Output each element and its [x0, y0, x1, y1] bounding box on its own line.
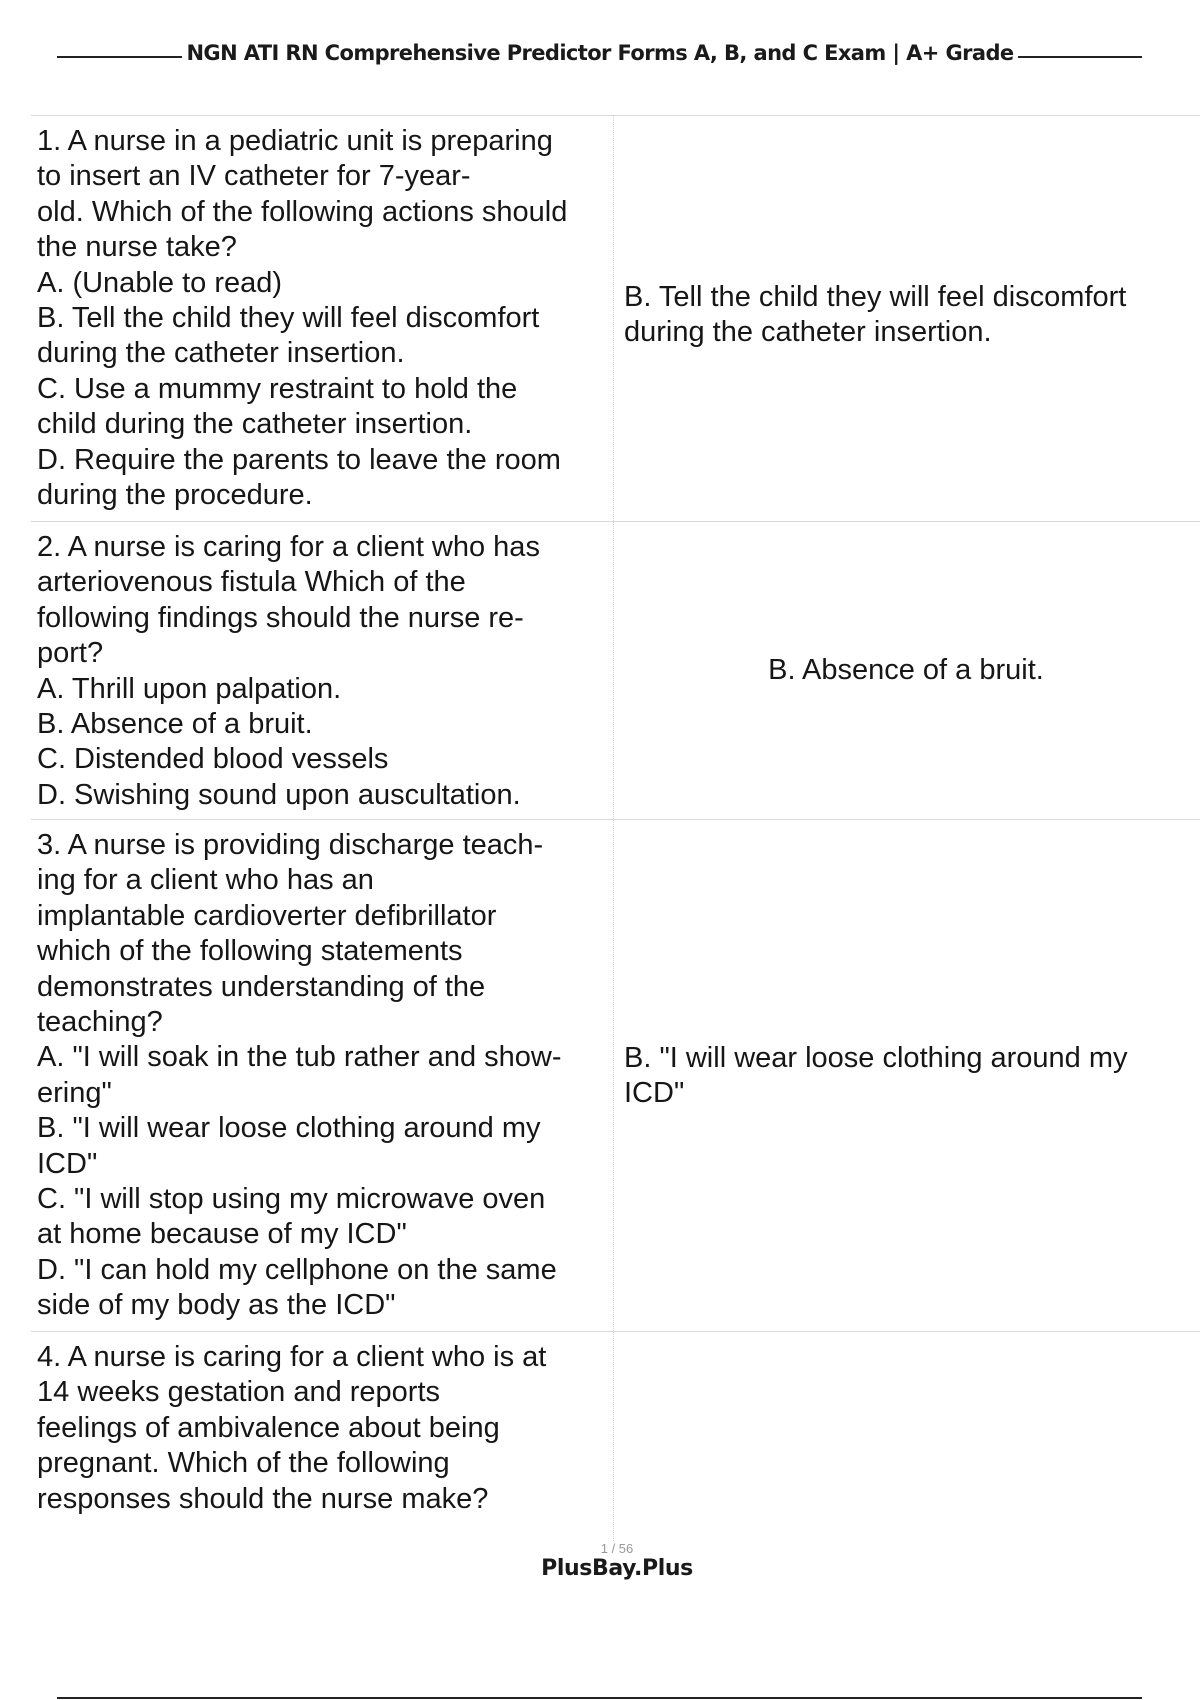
question-line: 3. A nurse is providing discharge teach-	[37, 829, 544, 861]
question-line: 4. A nurse is caring for a client who is at	[37, 1341, 547, 1373]
flashcard-row	[31, 115, 1200, 521]
option-line: D. Swishing sound upon auscultation.	[37, 778, 521, 811]
answer-line: during the catheter insertion.	[624, 316, 992, 349]
answer-line: B. Absence of a bruit.	[768, 653, 1044, 686]
flashcard-table	[31, 115, 1200, 1541]
page-title	[0, 40, 1200, 66]
question-cell	[31, 522, 614, 819]
question-line: the nurse take?	[37, 231, 237, 264]
question-line: 1. A nurse in a pediatric unit is preparing	[37, 125, 553, 157]
option-line: B. "I will wear loose clothing around my	[37, 1112, 541, 1145]
option-line: A. Thrill upon palpation.	[37, 672, 342, 705]
option-line: C. Distended blood vessels	[37, 743, 389, 776]
option-line: D. Require the parents to leave the room	[37, 443, 561, 476]
page-title-text: NGN ATI RN Comprehensive Predictor Forms A, B, and C Exam | A+ Grade	[182, 41, 1017, 65]
question-line: to insert an IV catheter for 7-year-	[37, 160, 471, 193]
question-line: ing for a client who has an	[37, 864, 374, 897]
answer-cell	[614, 116, 1200, 521]
answer-line: ICD"	[624, 1077, 685, 1110]
watermark: PlusBay.Plus	[541, 1556, 693, 1581]
footer-rule	[57, 1697, 1142, 1699]
option-line: ICD"	[37, 1147, 98, 1180]
question-line: 2. A nurse is caring for a client who has	[37, 531, 540, 563]
option-line: during the catheter insertion.	[37, 337, 405, 370]
question-line: demonstrates understanding of the	[37, 970, 486, 1003]
flashcard-row	[31, 521, 1200, 819]
option-line: A. (Unable to read)	[37, 266, 283, 299]
answer-cell	[614, 820, 1200, 1331]
question-line: old. Which of the following actions should	[37, 195, 568, 228]
question-line: arteriovenous fistula Which of the	[37, 566, 466, 599]
option-line: C. Use a mummy restraint to hold the	[37, 372, 518, 405]
question-line: port?	[37, 637, 104, 670]
option-line: A. "I will soak in the tub rather and show-	[37, 1041, 562, 1074]
question-line: feelings of ambivalence about being	[37, 1411, 500, 1444]
option-line: at home because of my ICD"	[37, 1218, 407, 1251]
answer-cell	[614, 1332, 1200, 1541]
option-line: D. "I can hold my cellphone on the same	[37, 1253, 557, 1286]
question-line: following findings should the nurse re-	[37, 601, 524, 634]
answer-cell	[614, 522, 1200, 819]
question-line: pregnant. Which of the following	[37, 1447, 450, 1480]
answer-line: B. Tell the child they will feel discomfort	[624, 281, 1127, 313]
question-line: responses should the nurse make?	[37, 1482, 489, 1515]
option-line: C. "I will stop using my microwave oven	[37, 1183, 546, 1216]
question-line: teaching?	[37, 1006, 163, 1039]
question-cell	[31, 1332, 614, 1541]
option-line: side of my body as the ICD"	[37, 1289, 396, 1322]
answer-line: B. "I will wear loose clothing around my	[624, 1042, 1128, 1074]
option-line: B. Absence of a bruit.	[37, 708, 313, 741]
question-line: 14 weeks gestation and reports	[37, 1376, 441, 1409]
page-indicator: 1 / 56	[600, 1541, 634, 1556]
option-line: B. Tell the child they will feel discomfort	[37, 302, 540, 335]
flashcard-row	[31, 1331, 1200, 1541]
question-cell	[31, 116, 614, 521]
option-line: during the procedure.	[37, 479, 313, 512]
option-line: ering"	[37, 1076, 112, 1109]
option-line: child during the catheter insertion.	[37, 408, 473, 441]
question-cell	[31, 820, 614, 1331]
question-line: which of the following statements	[37, 935, 463, 968]
question-line: implantable cardioverter defibrillator	[37, 899, 497, 932]
flashcard-row	[31, 819, 1200, 1331]
